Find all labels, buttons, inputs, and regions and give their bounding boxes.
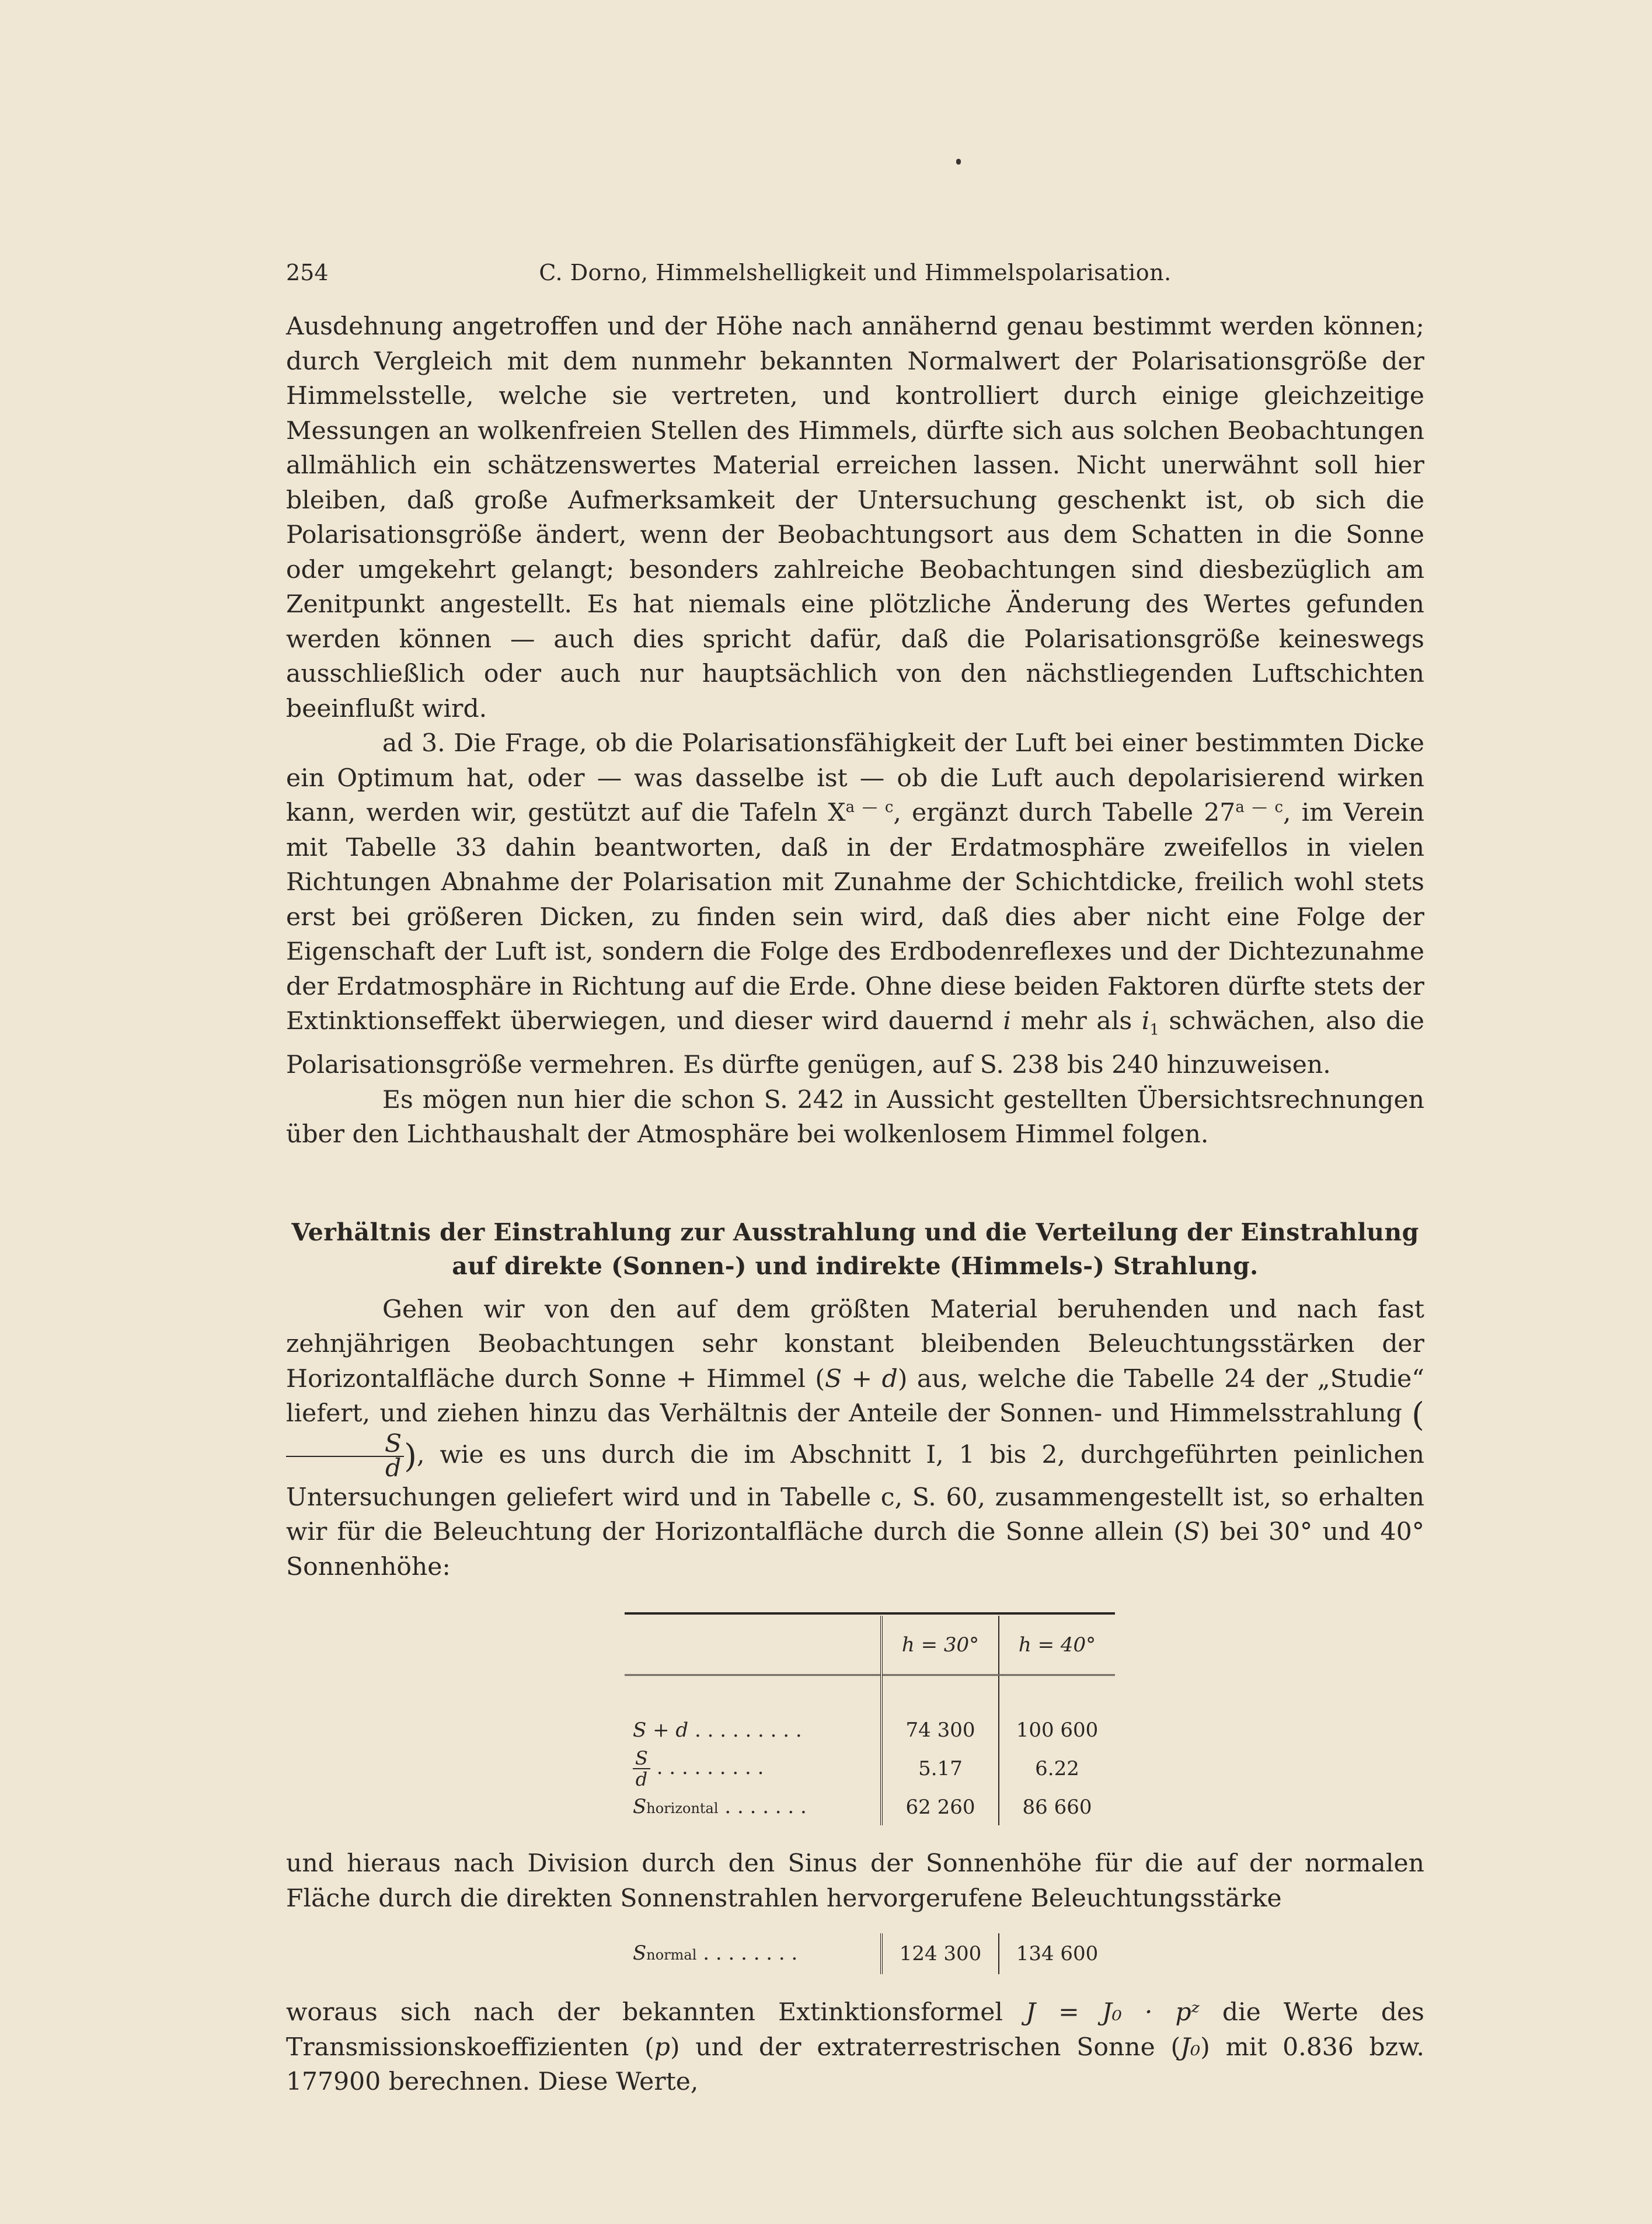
paragraph-5: und hieraus nach Division durch den Sinus der Sonnenhöhe für die auf der normalen Fläche durch die direkten Sonnenstrahlen hervorgerufene Beleuchtungsstärke: [286, 1849, 1424, 1913]
math-symbol: p: [654, 2033, 670, 2062]
row-label: S: [633, 1794, 647, 1818]
normal-illumination-row: [625, 1933, 1115, 1974]
text-run: , ergänzt durch Tabelle 27: [893, 799, 1236, 827]
cell-value: 74 300: [881, 1712, 999, 1748]
paragraph-4: Gehen wir von den auf dem größten Material beruhenden und nach fast zehnjährigen Beobachtungen sehr konstant bleibenden Beleuchtungsstärken der Horizontalfläche durch Sonne + Himmel (S + d) aus, welche die Tabelle 24 der „Studie“ liefert, und ziehen hinzu das Verhältnis der Anteile der Sonnen- und Himmelsstrahlung ( $\frac{S}{d}$ ), wie es uns durch die im Abschnitt I, 1 bis 2, durchgeführten peinlichen Untersuchungen geliefert wird und in Tabelle c, S. 60, zusammengestellt ist, so erhalten wir für die Beleuchtung der Horizontalfläche durch die Sonne allein (S) bei 30° und 40° Sonnenhöhe:: [286, 1295, 1424, 1581]
paragraph-2: [286, 726, 1424, 1083]
table-row: [625, 1748, 1115, 1789]
body-text: [286, 309, 1424, 2100]
cell-value: 6.22: [999, 1748, 1115, 1789]
row-label-denominator: d: [635, 1768, 648, 1791]
text-run: ) und der extraterrestrischen Sonne (: [670, 2033, 1181, 2062]
cell-value: 134 600: [999, 1933, 1115, 1974]
row-label: S: [633, 1941, 647, 1965]
row-label: S + d: [633, 1718, 689, 1742]
row-label-numerator: S: [633, 1748, 650, 1769]
fraction-s-over-d: $\frac{S}{d}$: [286, 1432, 404, 1480]
text-run: woraus sich nach der bekannten Extinktionsformel: [286, 1998, 1026, 2027]
cell-value: 62 260: [881, 1789, 999, 1825]
section-heading: Verhältnis der Einstrahlung zur Ausstrahlung und die Verteilung der Einstrahlung auf direkte (Sonnen-) und indirekte (Himmels-) Strahlung.: [291, 1218, 1419, 1280]
leader-dots: . . . . . . . .: [703, 1941, 798, 1965]
cell-value: 5.17: [881, 1748, 999, 1789]
table-row: [625, 1789, 1115, 1825]
paragraph-1: Ausdehnung angetroffen und der Höhe nach annähernd genau bestimmt werden können; durch Vergleich mit dem nunmehr bekannten Normalwert der Polarisationsgröße der Himmelsstelle, welche sie vertreten, und kontrolliert durch einige gleichzeitige Messungen an wolkenfreien Stellen des Himmels, dürfte sich aus solchen Beobachtungen allmählich ein schätzenswertes Material erreichen lassen. Nicht unerwähnt soll hier bleiben, daß große Aufmerksamkeit der Untersuchung geschenkt ist, ob sich die Polarisationsgröße ändert, wenn der Beobachtungsort aus dem Schatten in die Sonne oder umgekehrt gelangt; besonders zahlreiche Beobachtungen sind diesbezüglich am Zenitpunkt angestellt. Es hat niemals eine plötzliche Änderung des Wertes gefunden werden können — auch dies spricht dafür, daß die Polarisationsgröße keineswegs ausschließlich oder auch nur hauptsächlich von den nächstliegenden Luftschichten beeinflußt wird.: [286, 312, 1424, 723]
page-number: 254: [286, 260, 329, 285]
text-run: mehr als: [1010, 1007, 1142, 1036]
paragraph-6: [286, 1995, 1424, 2100]
row-label-subscript: normal: [646, 1946, 697, 1963]
extinction-formula: J = J₀ · pᶻ: [1026, 1998, 1200, 2027]
row-label-subscript: horizontal: [646, 1800, 719, 1817]
math-symbol: i: [1003, 1007, 1011, 1036]
illumination-table: [625, 1612, 1115, 1825]
text-run: ) aus, welche die Tabelle 24 der „Studie“ liefert, und ziehen hinzu das Verhältnis der Anteile der Sonnen- und Himmelsstrahlung: [286, 1364, 1424, 1428]
paragraph-3: Es mögen nun hier die schon S. 242 in Aussicht gestellten Übersichtsrechnungen über den Lichthaushalt der Atmosphäre bei wolkenlosem Himmel folgen.: [286, 1085, 1424, 1149]
superscript: a — c: [1235, 798, 1284, 816]
superscript: a — c: [845, 798, 894, 816]
text-run: die Werte des Transmissionskoeffizienten (: [286, 1998, 1424, 2062]
ink-speck: [956, 159, 961, 165]
leader-dots: . . . . . . . . .: [656, 1756, 764, 1780]
text-run: ad 3. Die Frage, ob die Polarisationsfähigkeit der Luft bei einer bestimmten Dicke ein Optimum hat, oder — was dasselbe ist — ob die Luft auch depolarisierend wirken kann, werden wir, gestützt auf die Tafeln X: [286, 729, 1424, 827]
column-header-30: h = 30°: [881, 1616, 999, 1675]
text-run: schwächen, also die Polarisationsgröße vermehren. Es dürfte genügen, auf S. 238 bis 240 hinzuweisen.: [286, 1007, 1424, 1079]
text-run: ) mit 0.836 bzw. 177900 berechnen. Diese Werte,: [286, 2033, 1424, 2097]
text-run: , im Verein mit Tabelle 33 dahin beantworten, daß in der Erdatmosphäre zweifellos in vielen Richtungen Abnahme der Polarisation mit Zunahme der Schichtdicke, freilich wohl stets erst bei größeren Dicken, zu finden sein wird, daß dies aber nicht eine Folge der Eigenschaft der Luft ist, sondern die Folge des Erdbodenreflexes und der Dichtezunahme der Erdatmosphäre in Richtung auf die Erde. Ohne diese beiden Faktoren dürfte stets der Extinktionseffekt überwiegen, und dieser wird dauernd: [286, 799, 1424, 1036]
page-header: [286, 260, 1424, 295]
text-run: , wie es uns durch die im Abschnitt I, 1 bis 2, durchgeführten peinlichen Untersuchungen geliefert wird und in Tabelle c, S. 60, zusammengestellt ist, so erhalten wir für die Beleuchtung der Horizontalfläche durch die Sonne allein (: [286, 1440, 1424, 1547]
cell-value: 100 600: [999, 1712, 1115, 1748]
math-symbol: S: [1183, 1518, 1201, 1547]
math-symbol: J₀: [1180, 2033, 1201, 2062]
text-run: ) bei 30° und 40° Sonnenhöhe:: [286, 1518, 1424, 1581]
math-symbol: S + d: [825, 1364, 898, 1393]
cell-value: 86 660: [999, 1789, 1115, 1825]
text-run: Gehen wir von den auf dem größten Material beruhenden und nach fast zehnjährigen Beobachtungen sehr konstant bleibenden Beleuchtungsstärken der Horizontalfläche durch Sonne + Himmel (: [286, 1295, 1424, 1393]
leader-dots: . . . . . . . . .: [694, 1718, 802, 1742]
table-row: [625, 1712, 1115, 1748]
column-header-40: h = 40°: [999, 1616, 1115, 1675]
cell-value: 124 300: [881, 1933, 999, 1974]
leader-dots: . . . . . . .: [724, 1794, 807, 1818]
subscript: 1: [1149, 1021, 1159, 1039]
running-title: C. Dorno, Himmelshelligkeit und Himmelspolarisation.: [539, 260, 1172, 285]
math-symbol: i: [1141, 1007, 1150, 1036]
